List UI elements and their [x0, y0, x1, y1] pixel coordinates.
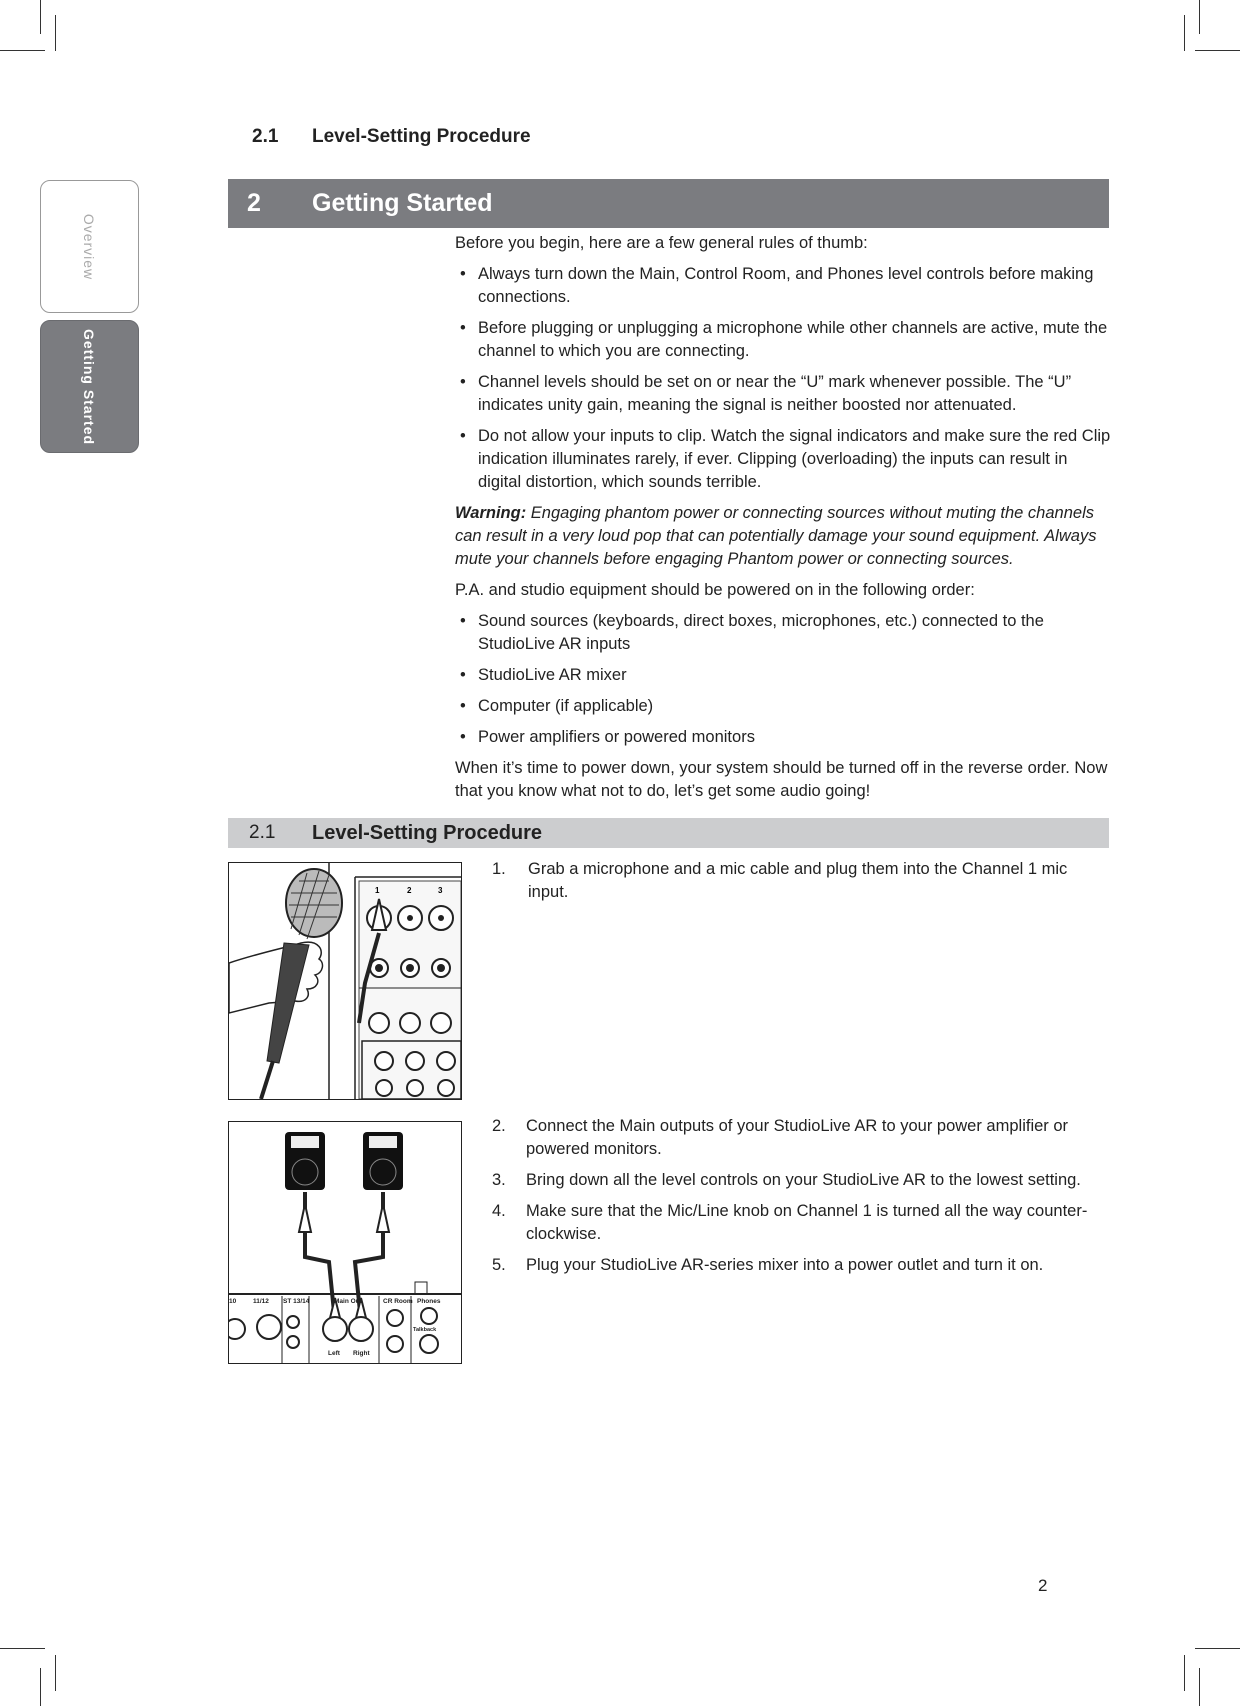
list-item: • Before plugging or unplugging a microphone while other channels are active, mute the channel to which you are connecting.: [455, 317, 1115, 363]
steps-group-1: [492, 858, 1112, 912]
monitor-illustration: [229, 1122, 461, 1363]
tab-overview-label: Overview: [81, 213, 98, 280]
chapter-heading: [228, 179, 1109, 228]
crop-mark: [55, 1655, 56, 1691]
crop-mark: [1199, 0, 1200, 34]
label-phones: Phones: [417, 1298, 441, 1305]
knob-row: [369, 1013, 455, 1096]
order-intro: P.A. and studio equipment should be powered on in the following order:: [455, 581, 975, 599]
warning-label: Warning:: [455, 504, 527, 522]
warning-text: Engaging phantom power or connecting sources without muting the channels can result in a very loud pop that can potentially damage your sound equipment. Always mute your channels before engaging Phantom power or connecting sources.: [455, 504, 1097, 568]
list-item: [492, 858, 1112, 904]
page-number: 2: [1038, 1576, 1048, 1595]
section-heading: [228, 818, 1109, 848]
ch3-label: 3: [438, 886, 443, 895]
crop-mark: [0, 50, 45, 51]
crop-mark: [1199, 1668, 1200, 1706]
step-number: 5.: [492, 1256, 506, 1274]
list-item: [492, 1200, 1112, 1246]
crop-mark: [1184, 15, 1185, 51]
crop-mark: [40, 0, 41, 34]
crop-mark: [55, 15, 56, 51]
section-title: Level-Setting Procedure: [312, 821, 543, 844]
figure-main-outputs: [228, 1121, 462, 1364]
step-text: Make sure that the Mic/Line knob on Channel 1 is turned all the way counter-clockwise.: [526, 1202, 1088, 1243]
list-item: [492, 1115, 1112, 1161]
step-number: 4.: [492, 1202, 506, 1220]
label-main-out: Main Out: [334, 1298, 362, 1305]
label-ch1112: 11/12: [253, 1298, 269, 1305]
label-st1314: ST 13/14: [283, 1298, 310, 1305]
chapter-body: [455, 232, 1115, 811]
chapter-title: Getting Started: [312, 189, 493, 217]
list-item: • Computer (if applicable): [455, 695, 1115, 718]
step-number: 1.: [492, 860, 506, 878]
running-head: [252, 126, 531, 148]
steps-group-2: [492, 1115, 1112, 1285]
section-number: 2.1: [249, 822, 276, 843]
list-item: [492, 1254, 1112, 1277]
crop-mark: [1195, 50, 1240, 51]
power-order-list: [455, 610, 1115, 749]
list-item: • Sound sources (keyboards, direct boxes, microphones, etc.) connected to the StudioLive AR inputs: [455, 610, 1115, 656]
mic-illustration: [229, 863, 461, 1099]
power-down-paragraph: When it’s time to power down, your system should be turned off in the reverse order. Now that you know what not to do, let’s get some audio going!: [455, 759, 1108, 800]
warning-paragraph: [455, 502, 1115, 571]
crop-mark: [1184, 1655, 1185, 1691]
label-left: Left: [328, 1350, 340, 1357]
crop-mark: [0, 1648, 45, 1649]
running-head-number: 2.1: [252, 126, 279, 147]
ch2-label: 2: [407, 886, 412, 895]
step-text: Grab a microphone and a mic cable and plug them into the Channel 1 mic input.: [528, 860, 1068, 901]
tab-getting-started[interactable]: [40, 320, 139, 453]
step-text: Bring down all the level controls on your StudioLive AR to the lowest setting.: [526, 1171, 1081, 1189]
list-item: • StudioLive AR mixer: [455, 664, 1115, 687]
step-text: Plug your StudioLive AR-series mixer into a power outlet and turn it on.: [526, 1256, 1044, 1274]
speaker-icon: [363, 1132, 403, 1190]
figure-mic-plugging: [228, 862, 462, 1100]
tab-overview[interactable]: [40, 180, 139, 313]
list-item: [492, 1169, 1112, 1192]
ch1-label: 1: [375, 886, 380, 895]
intro-paragraph: Before you begin, here are a few general rules of thumb:: [455, 234, 868, 252]
step-number: 2.: [492, 1117, 506, 1135]
speaker-icon: [285, 1132, 325, 1190]
list-item: • Channel levels should be set on or near the “U” mark whenever possible. The “U” indicates unity gain, meaning the signal is neither boosted nor attenuated.: [455, 371, 1115, 417]
running-head-title: Level-Setting Procedure: [312, 126, 531, 147]
label-right: Right: [353, 1350, 370, 1357]
step-text: Connect the Main outputs of your StudioLive AR to your power amplifier or powered monitors.: [526, 1117, 1069, 1158]
rules-list: [455, 263, 1115, 494]
label-ch10: 10: [229, 1298, 237, 1305]
label-cr-room: CR Room: [383, 1298, 413, 1305]
chapter-number: 2: [247, 189, 261, 217]
list-item: • Do not allow your inputs to clip. Watch the signal indicators and make sure the red Clip indication illuminates rarely, if ever. Clipping (overloading) the inputs can result in digital distortion, which sounds terrible.: [455, 425, 1115, 494]
list-item: • Always turn down the Main, Control Room, and Phones level controls before making connections.: [455, 263, 1115, 309]
crop-mark: [40, 1668, 41, 1706]
list-item: • Power amplifiers or powered monitors: [455, 726, 1115, 749]
tab-getting-started-label: Getting Started: [81, 328, 98, 445]
crop-mark: [1195, 1648, 1240, 1649]
step-number: 3.: [492, 1171, 506, 1189]
label-talkback: Talkback: [413, 1327, 437, 1333]
